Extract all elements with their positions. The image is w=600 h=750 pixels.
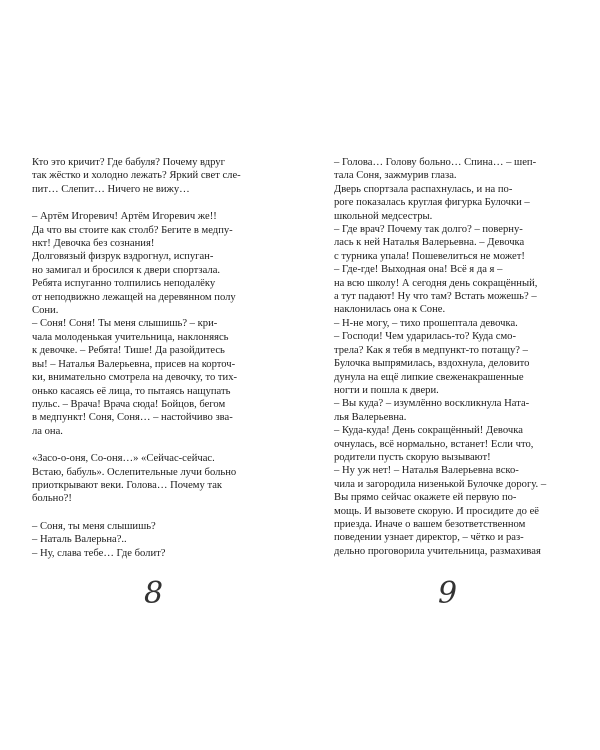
paragraph: – Голова… Голову больно… Спина… – шеп- тала Соня, зажмурив глаза.	[334, 157, 537, 182]
paragraph: – Наталь Валерьна?..	[32, 534, 127, 546]
paragraph: – Соня! Соня! Ты меня слышишь? – кри- чала молоденькая учительница, наклоняясь к девочке. – Ребята! Тише! Да разойдитесь вы! – Наталья Валерьевна, присев на корточ- ки, внимательно смотрела на девочку, то тих- онько касаясь её лица, то пытаясь нащупать пульс. – Врача! Врача сюда! Бойцов, бегом в медпункт! Соня, Соня… – настойчиво зва- ла она.	[32, 318, 238, 437]
paragraph: Долговязый физрук вздрогнул, испуган- но замигал и бросился к двери спортзала. Ребята испуганно толпились неподалёку от неподвижно лежащей на деревянном полу Сони.	[32, 251, 236, 317]
left-page-text	[32, 156, 267, 560]
paragraph: – Соня, ты меня слышишь?	[32, 520, 156, 532]
paragraph: – Где врач? Почему так долго? – поверну- лась к ней Наталья Валерьевна. – Девочка с турника упала! Пошевелиться не может!	[334, 224, 525, 262]
paragraph: Кто это кричит? Где бабуля? Почему вдруг так жёстко и холодно лежать? Яркий свет сле- пит… Слепит… Ничего не вижу…	[32, 157, 241, 195]
paragraph: – Куда-куда! День сокращённый! Девочка очнулась, всё нормально, встанет! Если что, родители пусть скорую вызывают!	[334, 425, 534, 463]
paragraph: – Ну уж нет! – Наталья Валерьевна вско- чила и загородила низенькой Булочке дорогу. – Вы прямо сейчас окажете ей первую по- мощь. И вызовете скорую. И просидите до её приезда. Иначе о вашем безответственном поведении узнает директор, – чётко и раз- дельно проговорила учительница, размахивая	[334, 465, 547, 557]
paragraph: – Вы куда? – изумлённо воскликнула Ната- лья Валерьевна.	[334, 398, 530, 423]
paragraph: – Артём Игоревич! Артём Игоревич же!! Да что вы стоите как столб? Бегите в медпу- нкт! Девочка без сознания!	[32, 211, 233, 250]
page-number-left: 8	[144, 576, 164, 611]
page-number-right: 9	[438, 576, 458, 611]
paragraph: «Засо-о-оня, Со-оня…» «Сейчас-сейчас. Встаю, бабуль». Ослепительные лучи больно приоткрывают веки. Голова… Почему так больно?!	[32, 453, 237, 505]
paragraph: Дверь спортзала распахнулась, и на по- роге показалась круглая фигурка Булочки – школьной медсестры.	[334, 183, 530, 222]
paragraph: – Н-не могу, – тихо прошептала девочка.	[334, 317, 518, 329]
paragraph: – Где-где! Выходная она! Всё я да я – на всю школу! А сегодня день сокращённый, а тут падают! Ну что там? Встать можешь? – наклонилась она к Соне.	[334, 264, 538, 316]
paragraph: – Господи! Чем ударилась-то? Куда смо- трела? Как я тебя в медпункт-то потащу? – Булочка выпрямилась, вздохнула, деловито дунула на ещё липкие свеженакрашенные ногти и пошла к двери.	[334, 331, 530, 396]
paragraph: – Ну, слава тебе… Где болит?	[32, 547, 166, 559]
right-page-text	[334, 156, 569, 558]
